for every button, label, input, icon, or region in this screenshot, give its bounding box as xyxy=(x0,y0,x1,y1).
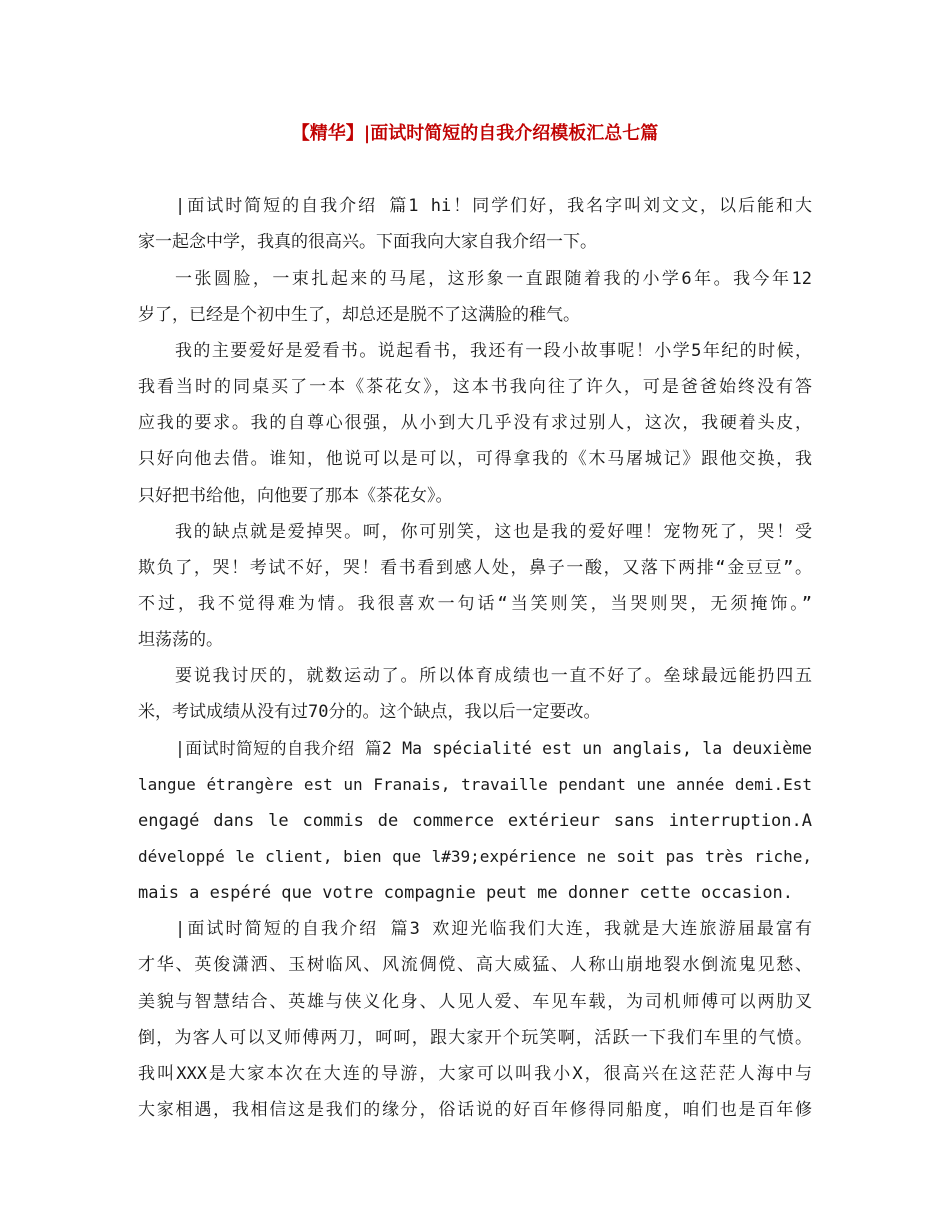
text-line: 要说我讨厌的，就数运动了。所以体育成绩也一直不好了。垒球最远能扔四五 xyxy=(175,666,812,686)
text-line: |面试时简短的自我介绍 篇1 hi！同学们好，我名字叫刘文文，以后能和大 xyxy=(175,196,812,216)
text-line: engagé dans le commis de commerce extérieur sans interruption.A xyxy=(138,811,812,831)
text-line: 岁了，已经是个初中生了，却总还是脱不了这满脸的稚气。 xyxy=(138,305,580,325)
document-title: 【精华】|面试时简短的自我介绍模板汇总七篇 xyxy=(291,123,659,144)
text-line: 才华、英俊潇洒、玉树临风、风流倜傥、高大威猛、人称山崩地裂水倒流鬼见愁、 xyxy=(138,955,812,975)
text-line: 倒，为客人可以叉师傅两刀，呵呵，跟大家开个玩笑啊，活跃一下我们车里的气愤。 xyxy=(138,1028,812,1048)
text-line: 我的主要爱好是爱看书。说起看书，我还有一段小故事呢！小学5年纪的时候， xyxy=(175,341,812,361)
text-line: 只好把书给他，向他要了那本《茶花女》。 xyxy=(138,486,453,506)
text-line: 欺负了，哭！考试不好，哭！看书看到感人处，鼻子一酸，又落下两排“金豆豆”。 xyxy=(138,558,812,578)
text-line: 大家相遇，我相信这是我们的缘分，俗话说的好百年修得同船度，咱们也是百年修 xyxy=(138,1100,812,1120)
text-line: développé le client, bien que l#39;expérience ne soit pas très riche, xyxy=(138,847,812,866)
text-line: 应我的要求。我的自尊心很强，从小到大几乎没有求过别人，这次，我硬着头皮， xyxy=(138,413,812,433)
text-line: 家一起念中学，我真的很高兴。下面我向大家自我介绍一下。 xyxy=(138,232,597,252)
text-line: 只好向他去借。谁知，他说可以是可以，可得拿我的《木马屠城记》跟他交换，我 xyxy=(138,449,812,469)
text-line: langue étrangère est un Franais, travaille pendant une année demi.Est xyxy=(138,775,812,794)
text-line: 米，考试成绩从没有过70分的。这个缺点，我以后一定要改。 xyxy=(138,702,601,722)
text-line: 不过，我不觉得难为情。我很喜欢一句话“当笑则笑，当哭则哭，无须掩饰。” xyxy=(138,594,812,614)
text-line: 我的缺点就是爱掉哭。呵，你可别笑，这也是我的爱好哩！宠物死了，哭！受 xyxy=(175,522,812,542)
text-line: 我看当时的同桌买了一本《茶花女》，这本书我向往了许久，可是爸爸始终没有答 xyxy=(138,377,812,397)
text-line: 美貌与智慧结合、英雄与侠义化身、人见人爱、车见车载，为司机师傅可以两肋叉 xyxy=(138,992,812,1012)
text-line: 一张圆脸，一束扎起来的马尾，这形象一直跟随着我的小学6年。我今年12 xyxy=(175,269,812,289)
text-line: 坦荡荡的。 xyxy=(138,630,223,650)
text-line: |面试时简短的自我介绍 篇2 Ma spécialité est un anglais, la deuxième xyxy=(175,739,812,758)
text-line: |面试时简短的自我介绍 篇3 欢迎光临我们大连，我就是大连旅游届最富有 xyxy=(175,919,812,939)
text-line: 我叫XXX是大家本次在大连的导游，大家可以叫我小X，很高兴在这茫茫人海中与 xyxy=(138,1064,812,1084)
text-line: mais a espéré que votre compagnie peut me donner cette occasion. xyxy=(138,883,794,903)
